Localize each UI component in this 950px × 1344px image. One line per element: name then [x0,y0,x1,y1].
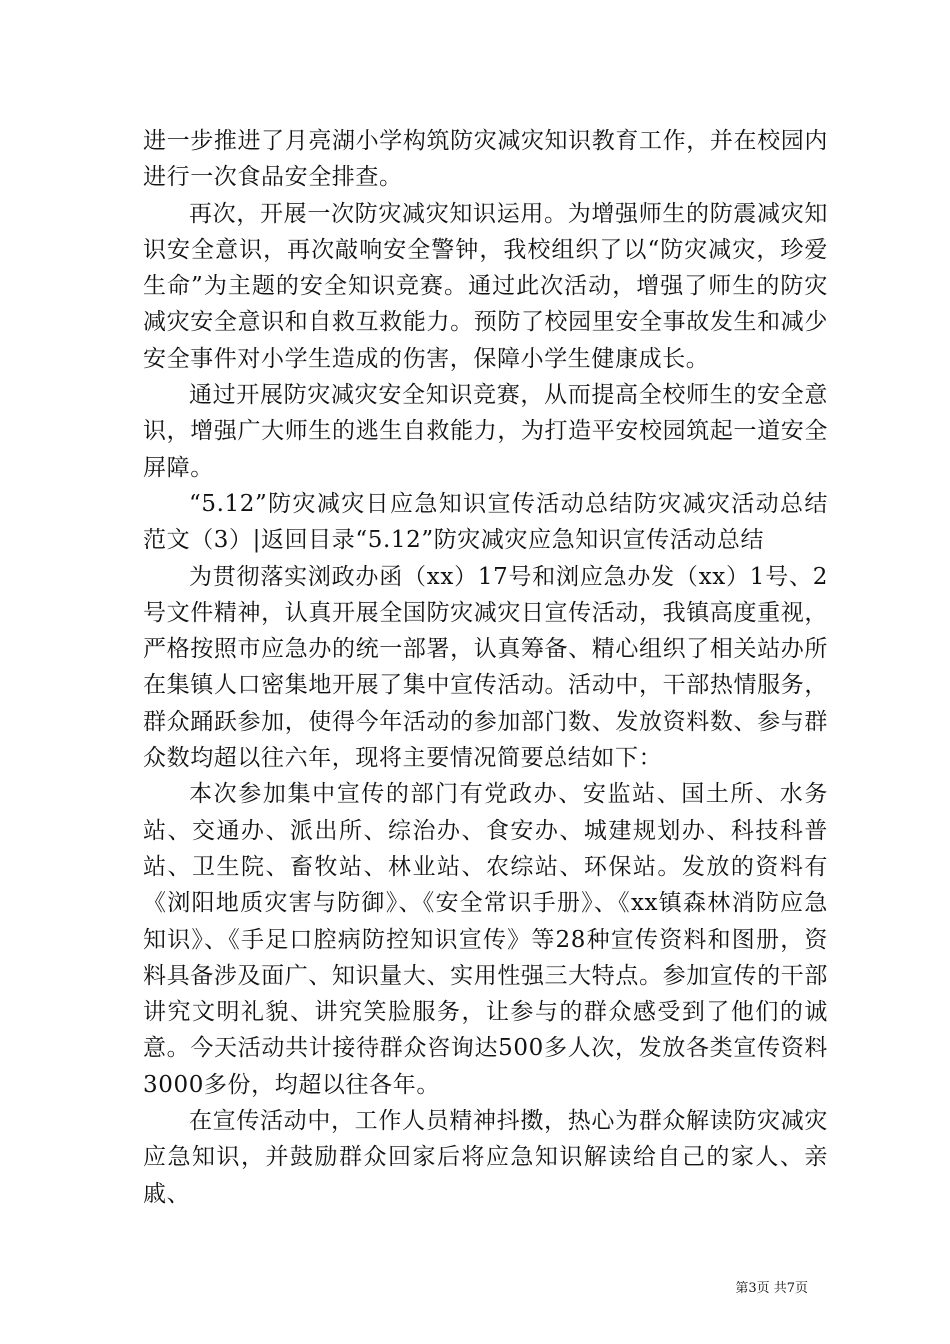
paragraph-4-heading: “5.12”防灾减灾日应急知识宣传活动总结防灾减灾活动总结范文（3）|返回目录“5.12”防灾减灾应急知识宣传活动总结 [143,490,828,554]
paragraph-1: 进一步推进了月亮湖小学构筑防灾减灾知识教育工作，并在校园内进行一次食品安全排查。 [143,128,828,191]
document-body [143,123,828,1212]
paragraph-2: 再次，开展一次防灾减灾知识运用。为增强师生的防震减灾知识安全意识，再次敲响安全警钟，我校组织了以“防灾减灾，珍爱生命”为主题的安全知识竞赛。通过此次活动，增强了师生的防灾减灾安全意识和自救互救能力。预防了校园里安全事故发生和减少安全事件对小学生造成的伤害，保障小学生健康成长。 [143,200,828,372]
paragraph-6: 本次参加集中宣传的部门有党政办、安监站、国土所、水务站、交通办、派出所、综治办、食安办、城建规划办、科技科普站、卫生院、畜牧站、林业站、农综站、环保站。发放的资料有《浏阳地质灾害与防御》、《安全常识手册》、《xx镇森林消防应急知识》、《手足口腔病防控知识宣传》等28种宣传资料和图册，资料具备涉及面广、知识量大、实用性强三大特点。参加宣传的干部讲究文明礼貌、讲究笑脸服务，让参与的群众感受到了他们的诚意。今天活动共计接待群众咨询达500多人次，发放各类宣传资料3000多份，均超以往各年。 [143,781,828,1098]
page-footer: 第3页 共7页 [735,1281,808,1296]
paragraph-7: 在宣传活动中，工作人员精神抖擞，热心为群众解读防灾减灾应急知识，并鼓励群众回家后将应急知识解读给自己的家人、亲戚、 [143,1108,828,1207]
paragraph-5: 为贯彻落实浏政办函（xx）17号和浏应急办发（xx）1号、2号文件精神，认真开展全国防灾减灾日宣传活动，我镇高度重视，严格按照市应急办的统一部署，认真筹备、精心组织了相关站办所在集镇人口密集地开展了集中宣传活动。活动中，干部热情服务，群众踊跃参加，使得今年活动的参加部门数、发放资料数、参与群众数均超以往六年，现将主要情况简要总结如下： [143,563,828,772]
paragraph-3: 通过开展防灾减灾安全知识竞赛，从而提高全校师生的安全意识，增强广大师生的逃生自救能力，为打造平安校园筑起一道安全屏障。 [143,382,828,481]
